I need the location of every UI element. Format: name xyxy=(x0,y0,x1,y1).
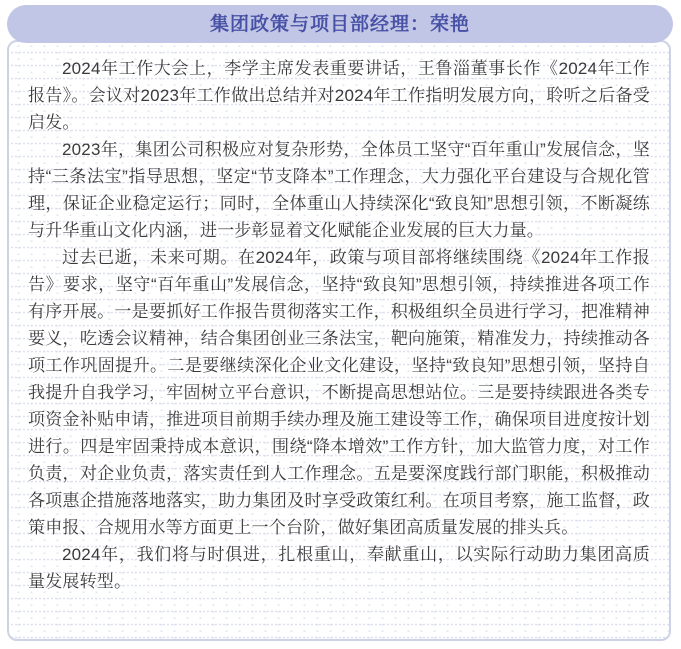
page-title: 集团政策与项目部经理：荣艳 xyxy=(209,13,470,35)
report-paragraph: 2024年工作大会上，李学主席发表重要讲话，王鲁淄董事长作《2024年工作报告》。会议对2023年工作做出总结并对2024年工作指明发展方向，聆听之后备受启发。 xyxy=(28,59,650,132)
report-paragraph: 2023年，集团公司积极应对复杂形势，全体员工坚守“百年重山”发展信念，坚持“三条法宝”指导思想，坚定“节支降本”工作理念，大力强化平台建设与合规化管理，保证企业稳定运行；同时，全体重山人持续深化“致良知”思想引领，不断凝练与升华重山文化内涵，进一步彰显着文化赋能企业发展的巨大力量。 xyxy=(28,140,650,240)
department-header-bar xyxy=(7,5,673,43)
report-body xyxy=(7,40,671,641)
report-paragraph: 过去已逝，未来可期。在2024年，政策与项目部将继续围绕《2024年工作报告》要求，坚守“百年重山”发展信念，坚持“致良知”思想引领，持续推进各项工作有序开展。一是要抓好工作报告贯彻落实工作，积极组织全员进行学习，把准精神要义，吃透会议精神，结合集团创业三条法宝，靶向施策，精准发力，持续推动各项工作巩固提升。二是要继续深化企业文化建设，坚持“致良知”思想引领，坚持自我提升自我学习，牢固树立平台意识，不断提高思想站位。三是要持续跟进各类专项资金补贴申请，推进项目前期手续办理及施工建设等工作，确保项目进度按计划进行。四是牢固秉持成本意识，围绕“降本增效”工作方针，加大监管力度，对工作负责，对企业负责，落实责任到人工作理念。五是要深度践行部门职能，积极推动各项惠企措施落地落实，助力集团及时享受政策红利。在项目考察，施工监督，政策申报、合规用水等方面更上一个台阶，做好集团高质量发展的排头兵。 xyxy=(28,248,650,537)
report-paragraph: 2024年，我们将与时俱进，扎根重山，奉献重山，以实际行动助力集团高质量发展转型。 xyxy=(28,545,650,591)
